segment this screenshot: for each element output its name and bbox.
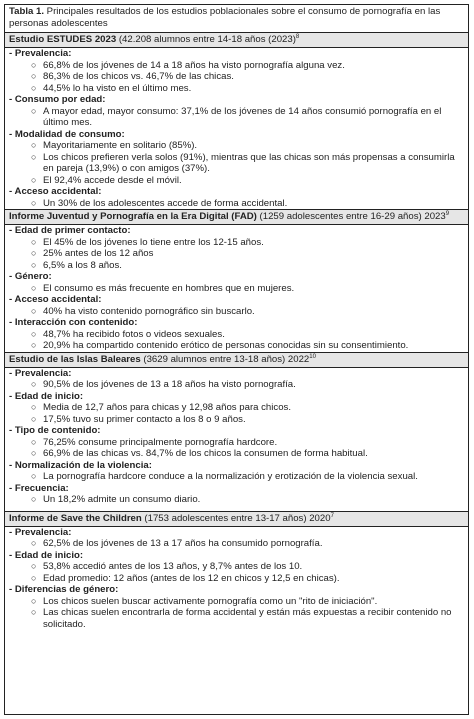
bullet-icon: ○	[31, 379, 37, 389]
list-item-text: Un 18,2% admite un consumo diario.	[43, 494, 201, 505]
category-title: - Frecuencia:	[9, 483, 464, 495]
bullet-icon: ○	[31, 607, 37, 617]
list-item-text: 62,5% de los jóvenes de 13 a 17 años ha consumido pornografía.	[43, 538, 323, 549]
bullet-icon: ○	[31, 538, 37, 548]
study-detail: (1259 adolescentes entre 16-29 años) 2023	[256, 211, 446, 222]
list-item-text: Los chicos suelen buscar activamente pornografía como un "rito de iniciación".	[43, 595, 378, 607]
list-item	[9, 607, 464, 630]
list-item	[9, 471, 464, 483]
category-title: - Modalidad de consumo:	[9, 129, 464, 141]
category	[5, 368, 468, 391]
bullet-icon: ○	[31, 572, 37, 583]
category-title: - Acceso accidental:	[9, 294, 464, 306]
category	[5, 550, 468, 585]
table-caption	[5, 5, 468, 33]
caption-text: Principales resultados de los estudios poblacionales sobre el consumo de pornografía en las personas adolescentes	[9, 6, 441, 29]
bullet-icon: ○	[31, 59, 37, 70]
bullet-icon: ○	[31, 413, 37, 424]
category	[5, 225, 468, 271]
category	[5, 271, 468, 294]
list-item-text: 44,5% lo ha visto en el último mes.	[43, 82, 192, 94]
bullet-icon: ○	[31, 71, 37, 81]
study-section	[5, 210, 468, 353]
list-item-text: 6,5% a los 8 años.	[43, 259, 122, 271]
study-header	[5, 512, 468, 527]
study-section	[5, 512, 468, 631]
bullet-icon: ○	[31, 340, 37, 350]
list-item-text: 25% antes de los 12 años	[43, 248, 154, 259]
list-item-text: Edad promedio: 12 años (antes de los 12 en chicos y 12,5 en chicas).	[43, 572, 340, 584]
category-title: - Género:	[9, 271, 464, 283]
study-name: Informe de Save the Children	[9, 512, 142, 524]
bullet-icon: ○	[31, 328, 37, 339]
bullet-icon: ○	[31, 436, 37, 447]
bullet-icon: ○	[31, 140, 37, 150]
bullet-icon: ○	[31, 82, 37, 93]
bullet-icon: ○	[31, 282, 37, 293]
category	[5, 391, 468, 426]
study-name: Informe Juventud y Pornografía en la Era Digital (FAD)	[9, 211, 257, 222]
list-item-text: El 92,4% accede desde el móvil.	[43, 174, 182, 186]
category-title: - Interacción con contenido:	[9, 317, 464, 329]
list-item-text: El consumo es más frecuente en hombres que en mujeres.	[43, 282, 295, 294]
category-title: - Prevalencia:	[9, 368, 464, 380]
list-item	[9, 248, 464, 260]
list-item	[9, 83, 464, 95]
list-item-text: Un 30% de los adolescentes accede de forma accidental.	[43, 197, 288, 209]
list-item	[9, 283, 464, 295]
category	[5, 317, 468, 352]
list-item-text: A mayor edad, mayor consumo: 37,1% de los jóvenes de 14 años consumió pornografía en el último mes.	[43, 105, 442, 128]
study-name: Estudio ESTUDES 2023	[9, 34, 117, 45]
list-item-text: 86,3% de los chicos vs. 46,7% de las chicas.	[43, 71, 234, 82]
list-item	[9, 198, 464, 210]
list-item	[9, 414, 464, 426]
category-title: - Tipo de contenido:	[9, 425, 464, 437]
list-item-text: 40% ha visto contenido pornográfico sin buscarlo.	[43, 305, 255, 317]
list-item-text: Las chicas suelen encontrarla de forma accidental y están más expuestas a recibir contenido no solicitado.	[43, 607, 452, 630]
category	[5, 186, 468, 209]
study-detail: (3629 alumnos entre 13-18 años) 2022	[140, 353, 310, 365]
bullet-icon: ○	[31, 305, 37, 316]
study-header	[5, 353, 468, 368]
category-title: - Normalización de la violencia:	[9, 460, 464, 472]
category	[5, 48, 468, 94]
list-item	[9, 71, 464, 83]
category	[5, 129, 468, 187]
bullet-icon: ○	[31, 494, 37, 504]
list-item	[9, 596, 464, 608]
list-item-text: 66,9% de las chicas vs. 84,7% de los chicos la consumen de forma habitual.	[43, 448, 368, 459]
category	[5, 294, 468, 317]
list-item	[9, 237, 464, 249]
category-title: - Consumo por edad:	[9, 94, 464, 106]
list-item-text: 76,25% consume principalmente pornografía hardcore.	[43, 436, 278, 448]
study-name: Estudio de las Islas Baleares	[9, 353, 141, 365]
category-title: - Edad de inicio:	[9, 550, 464, 562]
category	[5, 425, 468, 460]
study-detail: (42.208 alumnos entre 14-18 años (2023)	[116, 34, 296, 45]
caption-label: Tabla 1.	[9, 6, 45, 17]
list-item	[9, 561, 464, 573]
bullet-icon: ○	[31, 151, 37, 162]
bullet-icon: ○	[31, 248, 37, 258]
list-item-text: Media de 12,7 años para chicas y 12,98 años para chicos.	[43, 402, 291, 413]
list-item	[9, 448, 464, 460]
category	[5, 94, 468, 129]
category-title: - Edad de primer contacto:	[9, 225, 464, 237]
list-item	[9, 306, 464, 318]
study-reference: 9	[445, 210, 450, 217]
study-detail: (1753 adolescentes entre 13-17 años) 2020	[141, 512, 331, 524]
list-item	[9, 340, 464, 352]
list-item	[9, 379, 464, 391]
study-reference: 8	[295, 33, 300, 40]
bullet-icon: ○	[31, 448, 37, 458]
category-title: - Acceso accidental:	[9, 186, 464, 198]
spacer	[5, 506, 468, 511]
bullet-icon: ○	[31, 561, 37, 571]
list-item	[9, 402, 464, 414]
list-item-text: 66,8% de los jóvenes de 14 a 18 años ha visto pornografía alguna vez.	[43, 59, 345, 71]
list-item	[9, 175, 464, 187]
bullet-icon: ○	[31, 471, 37, 481]
study-section	[5, 33, 468, 210]
category	[5, 483, 468, 506]
study-header	[5, 33, 468, 48]
list-item-text: La pornografía hardcore conduce a la normalización y erotización de la violencia sexual.	[43, 471, 418, 482]
list-item-text: 17,5% tuvo su primer contacto a los 8 o 9 años.	[43, 413, 246, 425]
table-1	[4, 4, 469, 715]
list-item-text: Los chicos prefieren verla solos (91%), mientras que las chicas son más propensas a consumirla en pareja (13,9%) o con amigos (37%).	[43, 151, 455, 174]
list-item	[9, 152, 464, 175]
category-title: - Edad de inicio:	[9, 391, 464, 403]
bullet-icon: ○	[31, 105, 37, 116]
list-item-text: 53,8% accedió antes de los 13 años, y 8,7% antes de los 10.	[43, 561, 303, 572]
list-item-text: Mayoritariamente en solitario (85%).	[43, 140, 198, 151]
category-title: - Diferencias de género:	[9, 584, 464, 596]
list-item	[9, 260, 464, 272]
list-item-text: 20,9% ha compartido contenido erótico de personas conocidas sin su consentimiento.	[43, 340, 409, 351]
bullet-icon: ○	[31, 402, 37, 412]
category-title: - Prevalencia:	[9, 48, 464, 60]
list-item	[9, 494, 464, 506]
study-reference: 10	[309, 353, 316, 360]
bullet-icon: ○	[31, 197, 37, 208]
bullet-icon: ○	[31, 595, 37, 606]
list-item	[9, 573, 464, 585]
category-title: - Prevalencia:	[9, 527, 464, 539]
category	[5, 527, 468, 550]
category	[5, 460, 468, 483]
list-item	[9, 329, 464, 341]
list-item	[9, 106, 464, 129]
list-item	[9, 60, 464, 72]
bullet-icon: ○	[31, 174, 37, 185]
list-item	[9, 538, 464, 550]
list-item-text: 90,5% de los jóvenes de 13 a 18 años ha visto pornografía.	[43, 379, 296, 390]
study-reference: 7	[330, 512, 334, 519]
study-header	[5, 210, 468, 225]
list-item	[9, 437, 464, 449]
list-item	[9, 140, 464, 152]
list-item-text: 48,7% ha recibido fotos o videos sexuales.	[43, 328, 225, 340]
bullet-icon: ○	[31, 259, 37, 270]
study-section	[5, 353, 468, 512]
bullet-icon: ○	[31, 236, 37, 247]
category	[5, 584, 468, 630]
list-item-text: El 45% de los jóvenes lo tiene entre los 12-15 años.	[43, 236, 264, 248]
studies-container	[5, 33, 468, 630]
